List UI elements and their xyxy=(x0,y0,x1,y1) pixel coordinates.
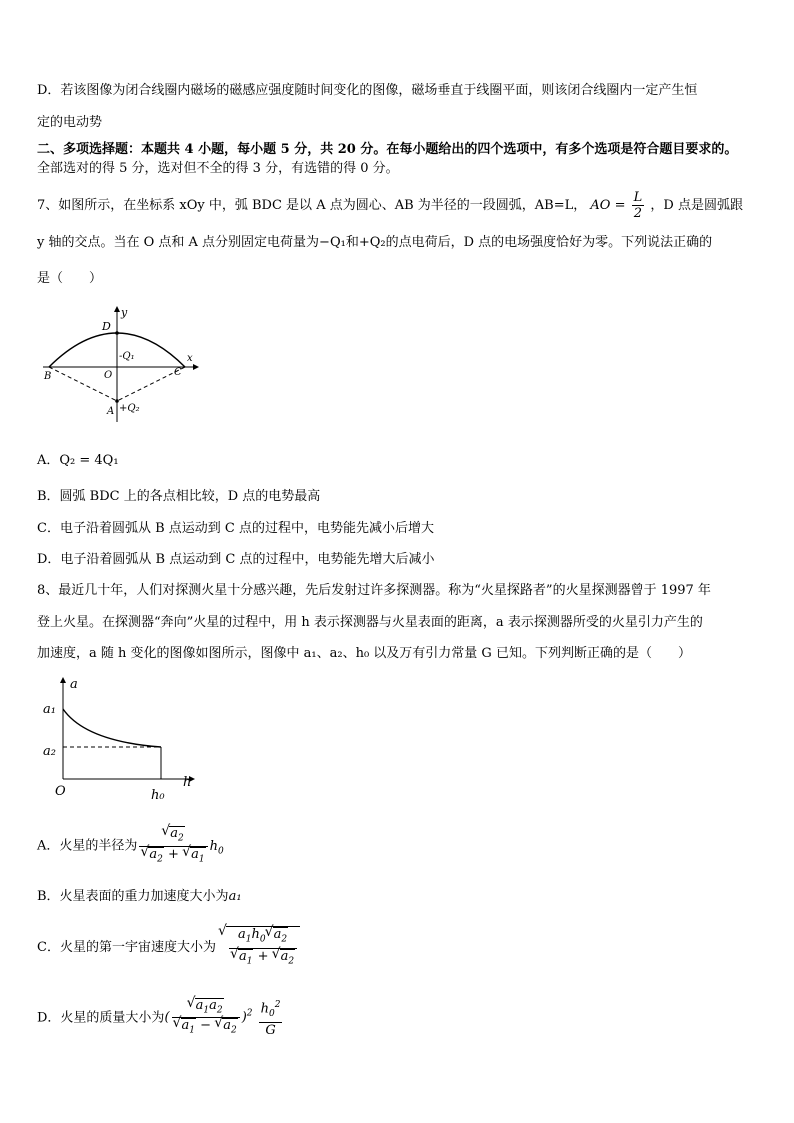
q8-graph-figure xyxy=(37,673,202,805)
q7-y-arrow xyxy=(114,306,120,312)
q7-option-c: C．电子沿着圆弧从 B 点运动到 C 点的过程中，电势能先减小后增大 xyxy=(37,521,434,536)
q7-label-d: D xyxy=(102,320,111,333)
q8-label-a2: a₂ xyxy=(43,744,56,759)
q7-label-y: y xyxy=(121,306,128,319)
section-header-line1: 二、多项选择题：本题共 4 小题，每小题 5 分，共 20 分。在每小题给出的四个选项中，有多个选项是符合题目要求的。 xyxy=(37,142,738,157)
q8-curve xyxy=(63,709,161,747)
q8-option-b-text: B．火星表面的重力加速度大小为 xyxy=(37,889,229,904)
q8-option-a: A．火星的半径为 √ $a_2$ √ $a_2$ + √ $a_1$ $h_0$ xyxy=(37,826,224,871)
q8-label-o: O xyxy=(55,784,66,799)
q8-option-c-text: C．火星的第一宇宙速度大小为 xyxy=(37,940,216,956)
q6-option-d-line2: 定的电动势 xyxy=(37,115,103,130)
q8-option-d-formula: ( √ $a_1a_2$ √ $a_1$ − √ $a_2$ )$^2$ $\frac{h_0^2}{G}$ xyxy=(164,1010,284,1025)
q8-stem-line2: 登上火星。在探测器“奔向”火星的过程中，用 h 表示探测器与火星表面的距离，a 表示探测器所受的火星引力产生的 xyxy=(37,615,703,630)
q7-stem1-a: 7、如图所示，在坐标系 xOy 中，弧 BDC 是以 A 点为圆心、AB 为半径的一段圆弧，AB=L， xyxy=(37,198,587,213)
q8-label-h0: h₀ xyxy=(151,788,165,803)
q7-arc-figure xyxy=(37,304,207,422)
q8-label-h: h xyxy=(183,775,192,790)
q7-option-a: A．Q₂ = 4Q₁ xyxy=(37,453,119,468)
q7-stem-line1 xyxy=(37,190,743,221)
q7-label-c: C xyxy=(174,367,182,378)
q7-label-x: x xyxy=(187,353,193,364)
q8-option-c xyxy=(37,926,300,970)
q7-stem1-c: ，D 点是圆弧跟 xyxy=(650,198,743,213)
q7-label-a: A xyxy=(107,406,115,417)
q8-label-a1: a₁ xyxy=(43,702,56,717)
q8-a-arrow xyxy=(60,677,66,683)
q8-option-a-text: A．火星的半径为 xyxy=(37,838,138,854)
q7-stem1-b: AO = xyxy=(590,198,626,213)
q8-stem-line3: 加速度，a 随 h 变化的图像如图所示，图像中 a₁、a₂、h₀ 以及万有引力常量 G 已知。下列判断正确的是（ ） xyxy=(37,646,691,661)
q7-point-d xyxy=(115,331,119,335)
q7-x-arrow xyxy=(193,364,199,370)
q7-label-o: O xyxy=(104,370,113,381)
section-header-line2: 全部选对的得 5 分，选对但不全的得 3 分，有选错的得 0 分。 xyxy=(37,161,399,176)
q8-option-d xyxy=(37,992,284,1040)
q8-stem-line1: 8、最近几十年，人们对探测火星十分感兴趣，先后发射过许多探测器。称为“火星探路者”的火星探测器曾于 1997 年 xyxy=(37,583,711,598)
q7-label-q1: -Q₁ xyxy=(119,351,135,362)
q7-frac-l-over-2 xyxy=(632,190,645,221)
q8-option-d-text: D．火星的质量大小为 xyxy=(37,1010,165,1026)
q7-label-q2: +Q₂ xyxy=(119,403,140,414)
q7-frac-den: 2 xyxy=(633,206,643,221)
q8-option-b xyxy=(37,888,242,906)
q7-label-b: B xyxy=(44,371,52,382)
q7-stem-line2: y 轴的交点。当在 O 点和 A 点分别固定电荷量为−Q₁和+Q₂的点电荷后，D 点的电场强度恰好为零。下列说法正确的 xyxy=(37,235,713,250)
q7-option-d: D．电子沿着圆弧从 B 点运动到 C 点的过程中，电势能先增大后减小 xyxy=(37,552,435,567)
q8-option-b-sym: a₁ xyxy=(228,889,242,904)
q7-frac-num: L xyxy=(633,190,643,205)
q7-stem-line3: 是（ ） xyxy=(37,271,103,286)
q8-option-a-formula: √ $a_2$ √ $a_2$ + √ $a_1$ xyxy=(139,826,207,866)
q8-option-c-formula: √ $a_1h_0√$ $a_2$ √ $a_1$ + √ $a_2$ xyxy=(226,926,300,968)
q6-option-d-line1: D．若该图像为闭合线圈内磁场的磁感应强度随时间变化的图像，磁场垂直于线圈平面，则该闭合线圈内一定产生恒 xyxy=(37,83,698,98)
q8-label-a: a xyxy=(70,677,78,692)
q7-option-b: B．圆弧 BDC 上的各点相比较，D 点的电势最高 xyxy=(37,489,321,504)
